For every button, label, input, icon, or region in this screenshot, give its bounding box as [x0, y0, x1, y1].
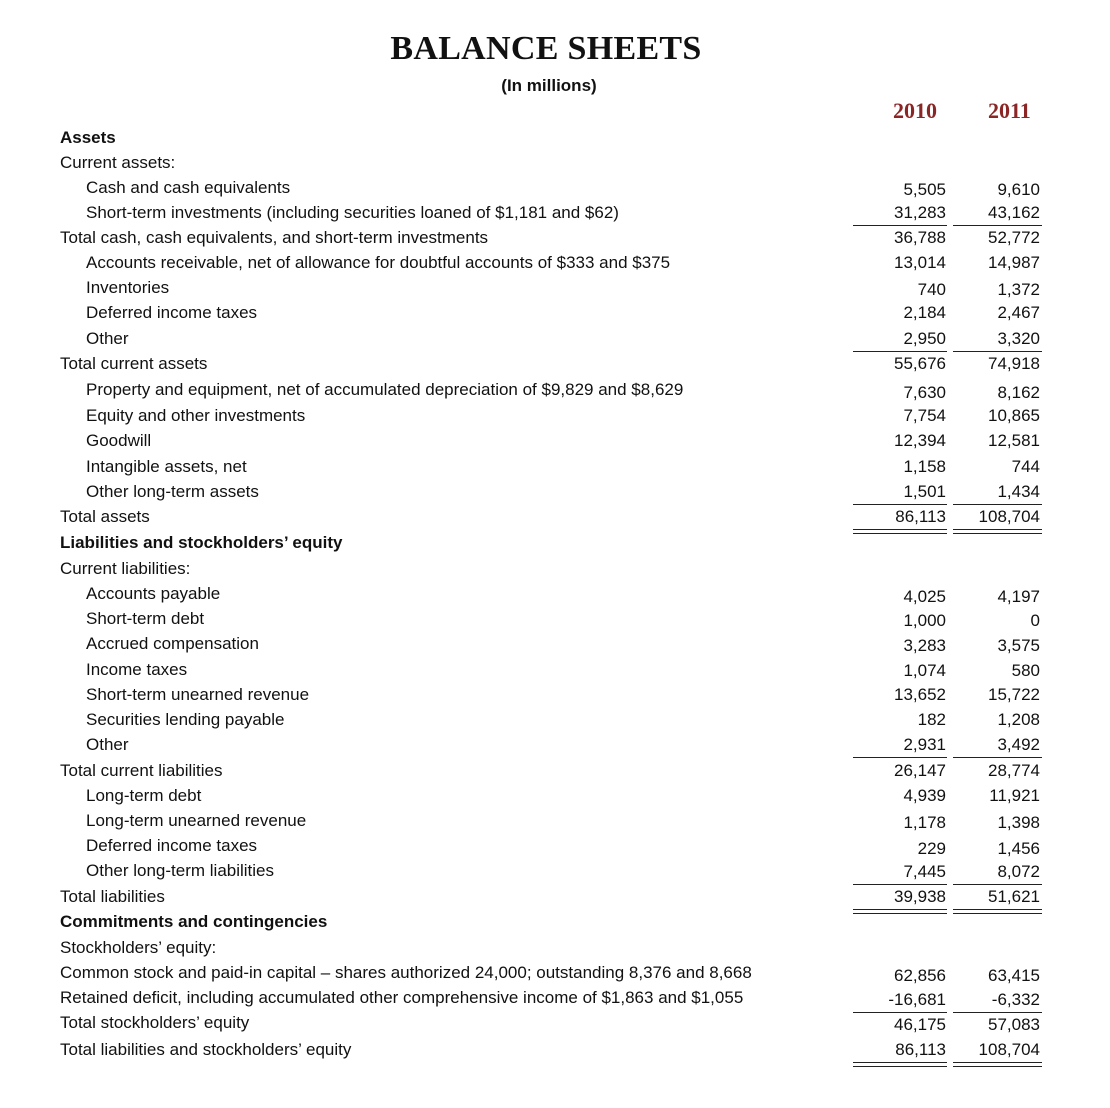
table-row — [0, 609, 1110, 634]
row-label: Accrued compensation — [86, 634, 259, 653]
table-row — [0, 836, 1110, 861]
double-underline — [853, 1062, 947, 1067]
value-2010: 1,501 — [903, 482, 946, 501]
row-label: Liabilities and stockholders’ equity — [60, 533, 343, 552]
row-label: Stockholders’ equity: — [60, 938, 217, 957]
underline — [853, 884, 947, 885]
row-label: Deferred income taxes — [86, 303, 258, 322]
value-2011: -6,332 — [991, 990, 1040, 1009]
table-row — [0, 303, 1110, 328]
value-2010: 12,394 — [894, 431, 946, 450]
table-row — [0, 710, 1110, 735]
value-2010: 4,025 — [903, 587, 946, 606]
table-row — [0, 634, 1110, 659]
table-row — [0, 406, 1110, 431]
table-row — [0, 938, 1110, 963]
value-2010: 7,754 — [903, 406, 946, 425]
page-subtitle: (In millions) — [501, 76, 597, 95]
value-2011: 2,467 — [997, 303, 1040, 322]
table-row — [0, 203, 1110, 228]
value-2011: 12,581 — [988, 431, 1040, 450]
table-row — [0, 786, 1110, 811]
table-row — [0, 735, 1110, 760]
underline — [953, 504, 1042, 505]
row-label: Securities lending payable — [86, 710, 285, 729]
value-2011: 51,621 — [988, 887, 1040, 906]
value-2011: 74,918 — [988, 354, 1040, 373]
value-2010: 1,000 — [903, 611, 946, 630]
year-header-2010: 2010 — [893, 98, 937, 123]
value-2010: 31,283 — [894, 203, 946, 222]
value-2010: 1,074 — [903, 661, 946, 680]
value-2011: 10,865 — [988, 406, 1040, 425]
value-2010: 26,147 — [894, 761, 946, 780]
value-2010: 182 — [917, 710, 946, 729]
value-2011: 108,704 — [978, 1040, 1040, 1059]
value-2010: 2,184 — [903, 303, 946, 322]
value-2010: 5,505 — [903, 180, 946, 199]
row-label: Long-term unearned revenue — [86, 811, 307, 830]
row-label: Other long-term liabilities — [86, 861, 275, 880]
underline — [953, 225, 1042, 226]
table-row — [0, 507, 1110, 532]
table-row — [0, 559, 1110, 584]
value-2011: 52,772 — [988, 228, 1040, 247]
table-row — [0, 128, 1110, 153]
table-row — [0, 1013, 1110, 1038]
table-row — [0, 253, 1110, 278]
table-row — [0, 963, 1110, 988]
underline — [953, 757, 1042, 758]
value-2010: 740 — [917, 280, 946, 299]
value-2010: 86,113 — [895, 507, 946, 526]
row-label: Retained deficit, including accumulated other comprehensive income of $1,863 and $1,055 — [60, 988, 744, 1007]
table-row — [0, 660, 1110, 685]
value-2010: 36,788 — [894, 228, 946, 247]
row-label: Cash and cash equivalents — [86, 178, 291, 197]
value-2011: 8,072 — [997, 862, 1040, 881]
value-2011: 8,162 — [997, 383, 1040, 402]
value-2010: 229 — [917, 839, 946, 858]
row-label: Total assets — [60, 507, 150, 526]
value-2010: 1,158 — [903, 457, 946, 476]
row-label: Total current liabilities — [60, 761, 223, 780]
value-2010: 62,856 — [894, 966, 946, 985]
value-2011: 3,575 — [997, 636, 1040, 655]
underline — [853, 351, 947, 352]
value-2010: 2,931 — [903, 735, 946, 754]
row-label: Equity and other investments — [86, 406, 306, 425]
row-label: Common stock and paid-in capital – shares authorized 24,000; outstanding 8,376 and 8,668 — [60, 963, 752, 982]
row-label: Commitments and contingencies — [60, 912, 328, 931]
table-row — [0, 861, 1110, 886]
value-2011: 3,320 — [997, 329, 1040, 348]
double-underline — [953, 1062, 1042, 1067]
value-2011: 14,987 — [988, 253, 1040, 272]
value-2011: 57,083 — [988, 1015, 1040, 1034]
value-2010: 55,676 — [894, 354, 946, 373]
row-label: Accounts receivable, net of allowance for doubtful accounts of $333 and $375 — [86, 253, 671, 272]
value-2010: 2,950 — [903, 329, 946, 348]
value-2011: 9,610 — [997, 180, 1040, 199]
underline — [953, 351, 1042, 352]
value-2011: 43,162 — [988, 203, 1040, 222]
table-row — [0, 380, 1110, 405]
table-row — [0, 153, 1110, 178]
row-label: Other — [86, 329, 129, 348]
value-2011: 744 — [1011, 457, 1040, 476]
value-2010: -16,681 — [888, 990, 946, 1009]
value-2010: 7,445 — [903, 862, 946, 881]
table-row — [0, 912, 1110, 937]
table-row — [0, 431, 1110, 456]
table-row — [0, 887, 1110, 912]
table-row — [0, 761, 1110, 786]
value-2011: 1,372 — [997, 280, 1040, 299]
table-row — [0, 811, 1110, 836]
row-label: Inventories — [86, 278, 170, 297]
row-label: Short-term unearned revenue — [86, 685, 310, 704]
underline — [853, 225, 947, 226]
value-2011: 580 — [1011, 661, 1040, 680]
row-label: Other — [86, 735, 129, 754]
value-2010: 13,652 — [894, 685, 946, 704]
table-row — [0, 329, 1110, 354]
row-label: Current liabilities: — [60, 559, 191, 578]
value-2011: 1,398 — [997, 813, 1040, 832]
value-2011: 63,415 — [988, 966, 1040, 985]
row-label: Accounts payable — [86, 584, 221, 603]
value-2011: 4,197 — [997, 587, 1040, 606]
value-2011: 11,921 — [989, 786, 1040, 805]
row-label: Deferred income taxes — [86, 836, 258, 855]
row-label: Short-term debt — [86, 609, 205, 628]
underline — [853, 757, 947, 758]
row-label: Assets — [60, 128, 116, 147]
row-label: Total current assets — [60, 354, 208, 373]
row-label: Other long-term assets — [86, 482, 259, 501]
table-row — [0, 988, 1110, 1013]
row-label: Short-term investments (including securities loaned of $1,181 and $62) — [86, 203, 619, 222]
value-2011: 1,208 — [997, 710, 1040, 729]
value-2010: 13,014 — [894, 253, 946, 272]
table-row — [0, 685, 1110, 710]
table-row — [0, 1040, 1110, 1065]
underline — [953, 884, 1042, 885]
value-2010: 3,283 — [903, 636, 946, 655]
value-2011: 1,456 — [997, 839, 1040, 858]
row-label: Income taxes — [86, 660, 188, 679]
value-2010: 86,113 — [895, 1040, 946, 1059]
row-label: Property and equipment, net of accumulated depreciation of $9,829 and $8,629 — [86, 380, 684, 399]
value-2010: 4,939 — [903, 786, 946, 805]
row-label: Total cash, cash equivalents, and short-term investments — [60, 228, 489, 247]
value-2010: 39,938 — [894, 887, 946, 906]
row-label: Long-term debt — [86, 786, 202, 805]
table-row — [0, 278, 1110, 303]
row-label: Total liabilities and stockholders’ equity — [60, 1040, 352, 1059]
value-2011: 108,704 — [978, 507, 1040, 526]
page-title: BALANCE SHEETS — [390, 30, 702, 67]
value-2011: 15,722 — [988, 685, 1040, 704]
value-2010: 46,175 — [894, 1015, 946, 1034]
table-row — [0, 178, 1110, 203]
row-label: Current assets: — [60, 153, 176, 172]
row-label: Total stockholders’ equity — [60, 1013, 250, 1032]
row-label: Goodwill — [86, 431, 152, 450]
value-2011: 1,434 — [997, 482, 1040, 501]
row-label: Intangible assets, net — [86, 457, 247, 476]
table-row — [0, 354, 1110, 379]
table-row — [0, 482, 1110, 507]
table-row — [0, 584, 1110, 609]
row-label: Total liabilities — [60, 887, 165, 906]
table-row — [0, 533, 1110, 558]
table-row — [0, 228, 1110, 253]
underline — [853, 504, 947, 505]
value-2010: 1,178 — [903, 813, 946, 832]
value-2011: 28,774 — [988, 761, 1040, 780]
value-2011: 0 — [1030, 611, 1040, 630]
table-row — [0, 457, 1110, 482]
year-header-2011: 2011 — [988, 98, 1031, 123]
value-2011: 3,492 — [997, 735, 1040, 754]
value-2010: 7,630 — [903, 383, 946, 402]
